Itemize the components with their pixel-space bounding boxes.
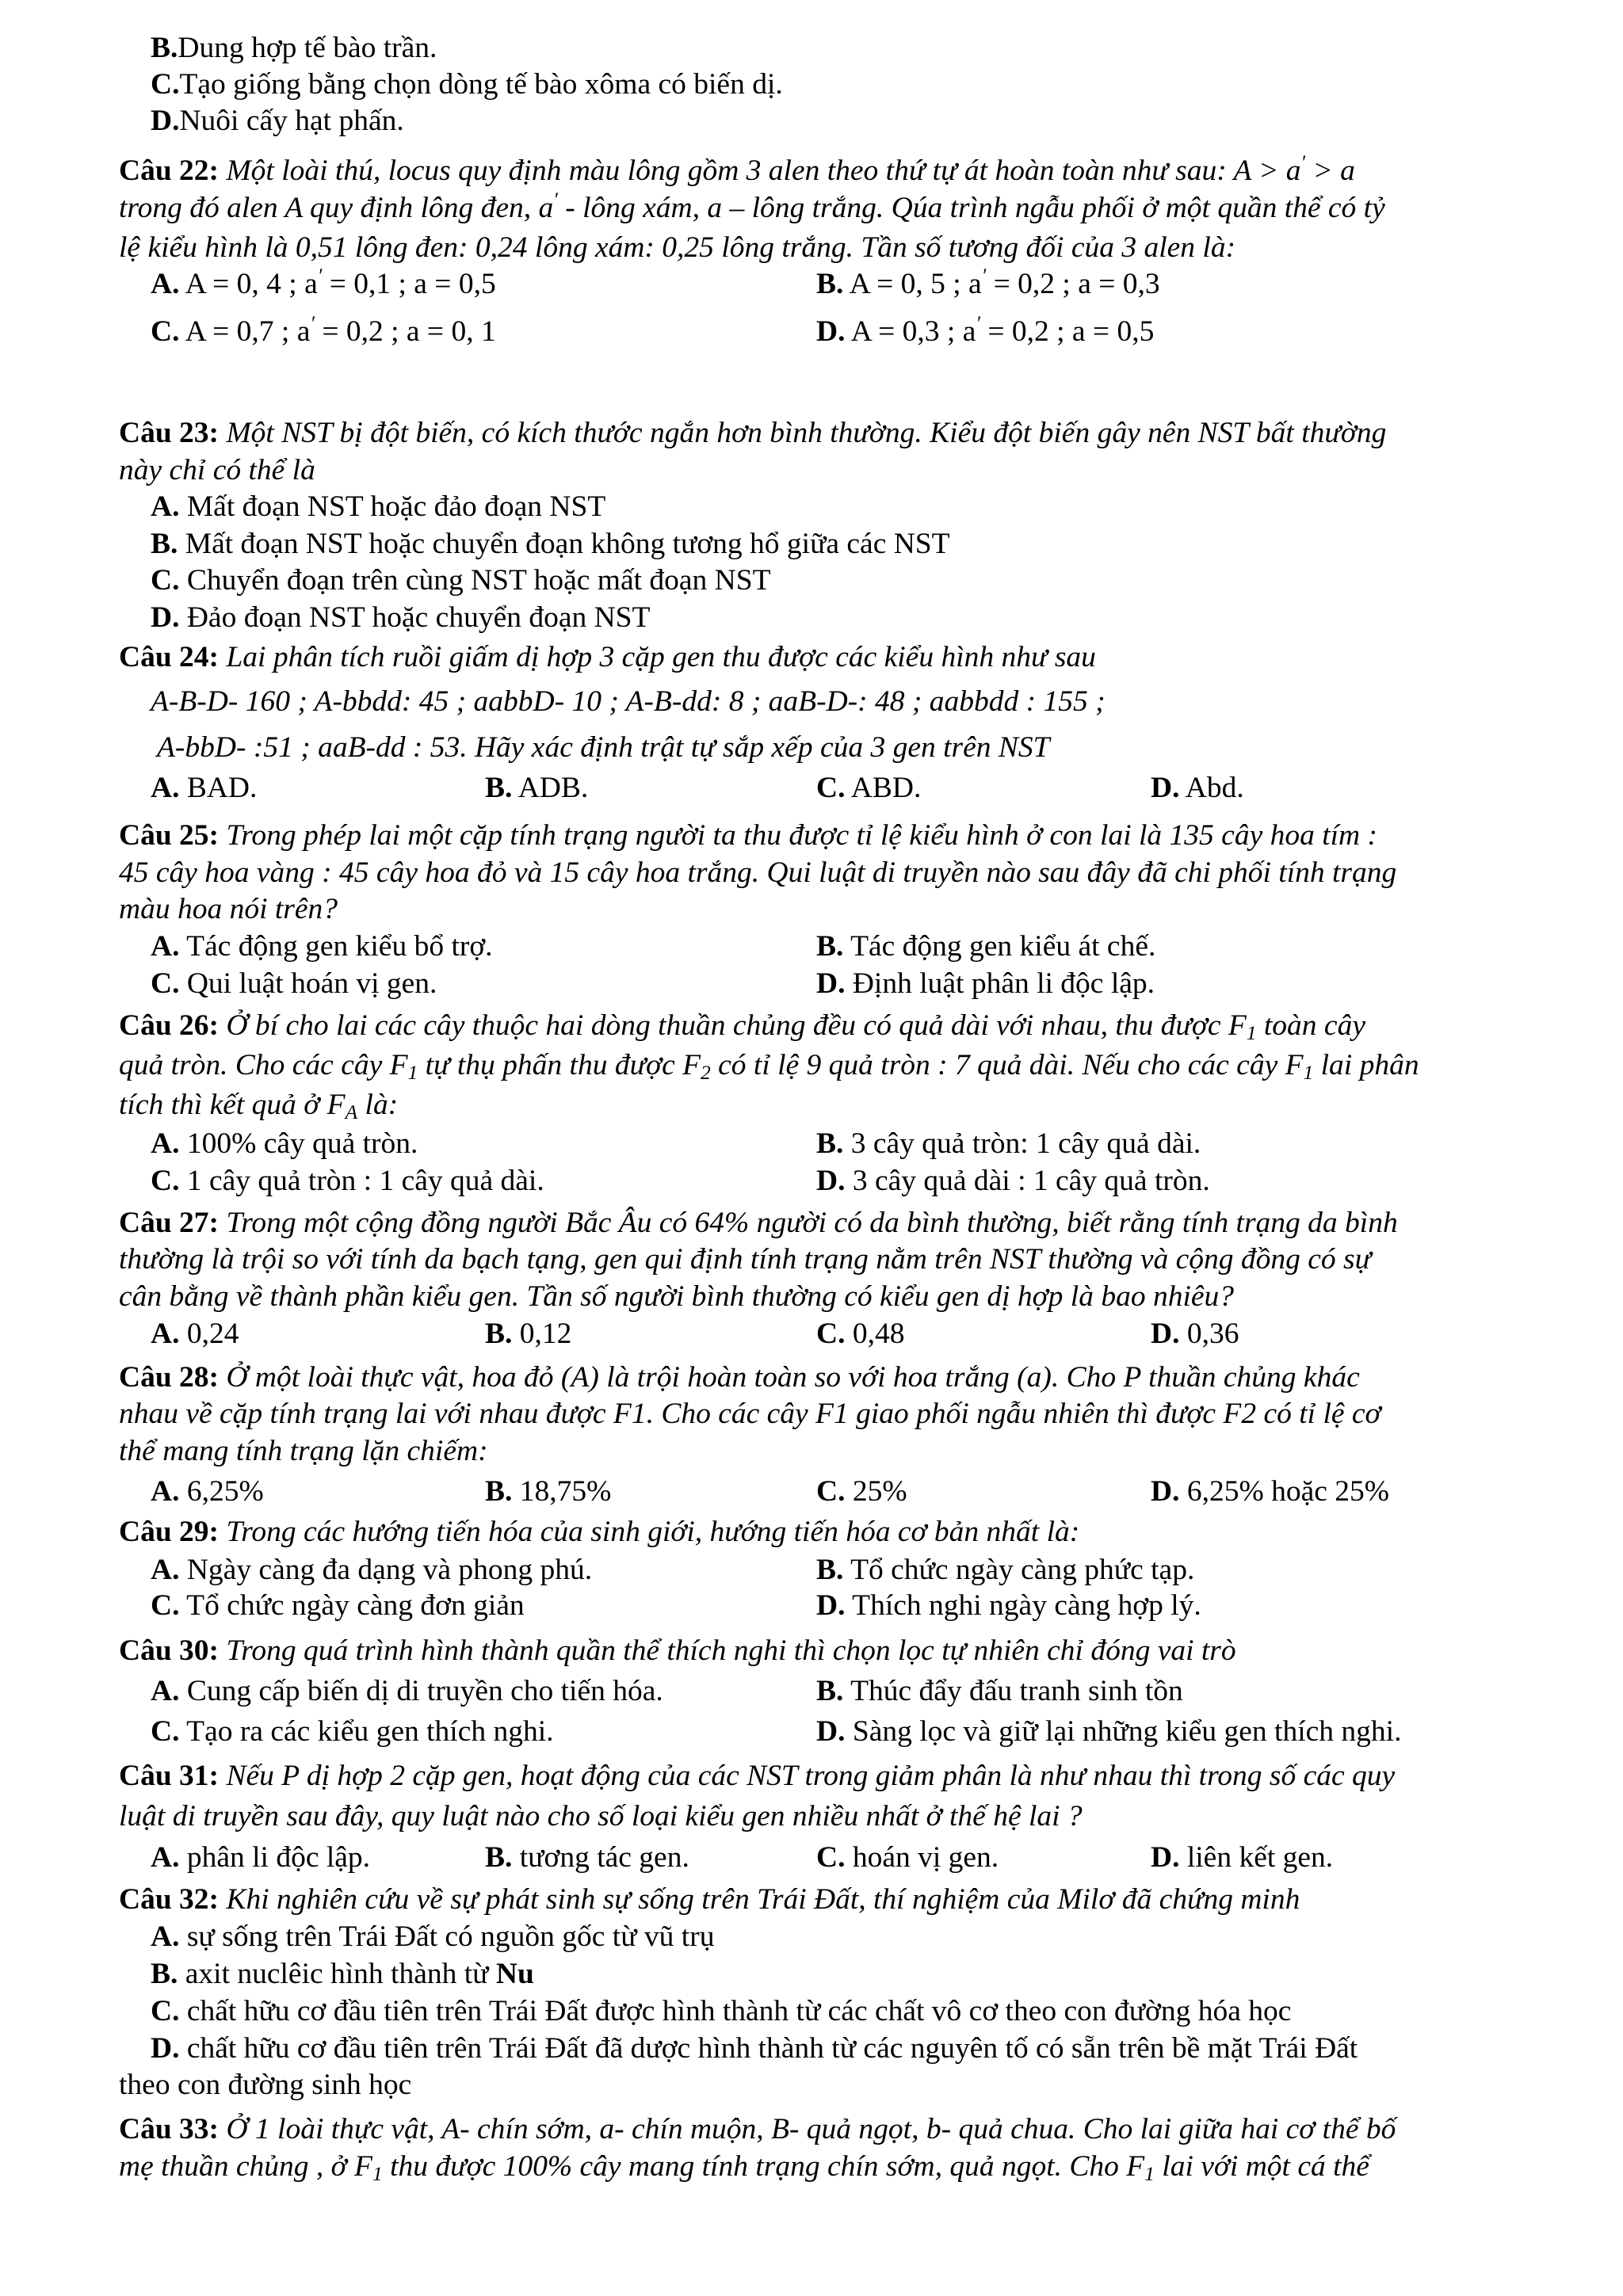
option-a: A. Ngày càng đa dạng và phong phú. xyxy=(151,1554,593,1586)
option-d-continued: theo con đường sinh học xyxy=(119,2069,412,2101)
question-stem: này chỉ có thể là xyxy=(119,454,315,486)
option-b: B. 0,12 xyxy=(485,1318,572,1350)
question-stem: thường là trội so với tính da bạch tạng, gen qui định tính trạng nằm trên NST thường và cộng đồng có sự xyxy=(119,1243,1372,1276)
option-b: B. Tác động gen kiểu át chế. xyxy=(816,930,1156,963)
question-stem: nhau về cặp tính trạng lai với nhau được F1. Cho các cây F1 giao phối ngẫu nhiên thì được F2 có tỉ lệ cơ xyxy=(119,1398,1381,1430)
question-stem: Câu 28: Ở một loài thực vật, hoa đỏ (A) là trội hoàn toàn so với hoa trắng (a). Cho P thuần chủng khác xyxy=(119,1361,1360,1394)
option-d: D.Nuôi cấy hạt phấn. xyxy=(151,105,404,137)
question-stem: 45 cây hoa vàng : 45 cây hoa đỏ và 15 cây hoa trắng. Qui luật di truyền nào sau đây đã chi phối tính trạng xyxy=(119,856,1397,889)
option-a: A. sự sống trên Trái Đất có nguồn gốc từ vũ trụ xyxy=(151,1920,715,1953)
option-c: C. chất hữu cơ đầu tiên trên Trái Đất được hình thành từ các chất vô cơ theo con đường hóa học xyxy=(151,1995,1292,2027)
option-b: B. Thúc đẩy đấu tranh sinh tồn xyxy=(816,1675,1183,1707)
option-b: B. tương tác gen. xyxy=(485,1841,689,1874)
option-d: D. 0,36 xyxy=(1151,1318,1239,1350)
option-c: C. Tổ chức ngày càng đơn giản xyxy=(151,1589,525,1622)
option-b: B. ADB. xyxy=(485,772,589,804)
question-stem: Câu 24: Lai phân tích ruồi giấm dị hợp 3 cặp gen thu được các kiểu hình như sau xyxy=(119,641,1096,673)
option-b: B. Tổ chức ngày càng phức tạp. xyxy=(816,1554,1195,1586)
question-stem: tích thì kết quả ở FA là: xyxy=(119,1089,399,1123)
question-stem: cân bằng về thành phần kiểu gen. Tần số người bình thường có kiểu gen dị hợp là bao nhiêu? xyxy=(119,1280,1235,1313)
option-d: D. 6,25% hoặc 25% xyxy=(1151,1475,1389,1508)
option-b: B. Mất đoạn NST hoặc chuyển đoạn không tương hổ giữa các NST xyxy=(151,528,950,560)
option-d: D. Abd. xyxy=(1151,772,1244,804)
option-c: C. ABD. xyxy=(816,772,922,804)
question-stem: Câu 32: Khi nghiên cứu về sự phát sinh sự sống trên Trái Đất, thí nghiệm của Milơ đã chứng minh xyxy=(119,1883,1300,1916)
option-a: A. Tác động gen kiểu bổ trợ. xyxy=(151,930,493,963)
question-stem: màu hoa nói trên? xyxy=(119,893,338,925)
option-c: C.Tạo giống bằng chọn dòng tế bào xôma có biến dị. xyxy=(151,68,783,101)
option-a: A. 100% cây quả tròn. xyxy=(151,1127,418,1160)
option-d: D. 3 cây quả dài : 1 cây quả tròn. xyxy=(816,1165,1210,1197)
option-b: B. 3 cây quả tròn: 1 cây quả dài. xyxy=(816,1127,1201,1160)
question-stem: A-B-D- 160 ; A-bbdd: 45 ; aabbD- 10 ; A-B-dd: 8 ; aaB-D-: 48 ; aabbdd : 155 ; xyxy=(151,685,1106,718)
option-d: D. Định luật phân li độc lập. xyxy=(816,967,1155,1000)
option-a: A. Mất đoạn NST hoặc đảo đoạn NST xyxy=(151,490,606,523)
question-stem: Câu 33: Ở 1 loài thực vật, A- chín sớm, a- chín muộn, B- quả ngọt, b- quả chua. Cho lai giữa hai cơ thể bố xyxy=(119,2113,1396,2145)
option-d: D. Đảo đoạn NST hoặc chuyển đoạn NST xyxy=(151,601,651,634)
option-b: B. A = 0, 5 ; a′ = 0,2 ; a = 0,3 xyxy=(816,263,1160,300)
question-stem: quả tròn. Cho các cây F1 tự thụ phấn thu được F2 có tỉ lệ 9 quả tròn : 7 quả dài. Nếu cho các cây F1 lai phân xyxy=(119,1049,1419,1084)
option-c: C. Chuyển đoạn trên cùng NST hoặc mất đoạn NST xyxy=(151,564,771,597)
question-stem: trong đó alen A quy định lông đen, a′ - lông xám, a – lông trắng. Qúa trình ngẫu phối ở một quần thể có tỷ xyxy=(119,187,1385,224)
option-c: C. Qui luật hoán vị gen. xyxy=(151,967,437,1000)
option-a: A. BAD. xyxy=(151,772,258,804)
option-a: A. Cung cấp biến dị di truyền cho tiến hóa. xyxy=(151,1675,663,1707)
option-a: A. 6,25% xyxy=(151,1475,264,1508)
question-stem: Câu 30: Trong quá trình hình thành quần thể thích nghi thì chọn lọc tự nhiên chỉ đóng vai trò xyxy=(119,1634,1236,1667)
option-c: C. hoán vị gen. xyxy=(816,1841,999,1874)
option-a: A. A = 0, 4 ; a′ = 0,1 ; a = 0,5 xyxy=(151,263,496,300)
option-c: C. 25% xyxy=(816,1475,907,1508)
question-stem: luật di truyền sau đây, quy luật nào cho số loại kiểu gen nhiều nhất ở thế hệ lai ? xyxy=(119,1800,1083,1833)
question-stem: A-bbD- :51 ; aaB-dd : 53. Hãy xác định trật tự sắp xếp của 3 gen trên NST xyxy=(157,731,1050,764)
option-a: A. 0,24 xyxy=(151,1318,239,1350)
option-d: D. chất hữu cơ đầu tiên trên Trái Đất đã dược hình thành từ các nguyên tố có sẵn trên bề mặt Trái Đất xyxy=(151,2032,1358,2065)
question-stem: Câu 26: Ở bí cho lai các cây thuộc hai dòng thuần chủng đều có quả dài với nhau, thu được F1 toàn cây xyxy=(119,1009,1365,1044)
question-stem: Câu 25: Trong phép lai một cặp tính trạng người ta thu được tỉ lệ kiểu hình ở con lai là 135 cây hoa tím : xyxy=(119,819,1377,852)
question-stem: Câu 23: Một NST bị đột biến, có kích thước ngắn hơn bình thường. Kiểu đột biến gây nên NST bất thường xyxy=(119,417,1387,449)
option-a: A. phân li độc lập. xyxy=(151,1841,371,1874)
option-d: D. Sàng lọc và giữ lại những kiểu gen thích nghi. xyxy=(816,1715,1402,1748)
option-d: D. Thích nghi ngày càng hợp lý. xyxy=(816,1589,1201,1622)
question-stem: Câu 27: Trong một cộng đồng người Bắc Âu có 64% người có da bình thường, biết rằng tính trạng da bình xyxy=(119,1207,1398,1239)
option-c: C. 0,48 xyxy=(816,1318,905,1350)
question-stem: mẹ thuần chủng , ở F1 thu được 100% cây mang tính trạng chín sớm, quả ngọt. Cho F1 lai với một cá thể xyxy=(119,2150,1369,2185)
question-stem: Câu 31: Nếu P dị hợp 2 cặp gen, hoạt động của các NST trong giảm phân là như nhau thì trong số các quy xyxy=(119,1760,1396,1792)
option-c: C. 1 cây quả tròn : 1 cây quả dài. xyxy=(151,1165,544,1197)
question-stem: Câu 22: Một loài thú, locus quy định màu lông gồm 3 alen theo thứ tự át hoàn toàn như sau: A > a′ > a xyxy=(119,150,1355,187)
option-d: D. liên kết gen. xyxy=(1151,1841,1334,1874)
question-stem: Câu 29: Trong các hướng tiến hóa của sinh giới, hướng tiến hóa cơ bản nhất là: xyxy=(119,1516,1080,1548)
option-b: B. 18,75% xyxy=(485,1475,612,1508)
option-c: C. A = 0,7 ; a′ = 0,2 ; a = 0, 1 xyxy=(151,311,496,348)
option-d: D. A = 0,3 ; a′ = 0,2 ; a = 0,5 xyxy=(816,311,1155,348)
question-stem: thể mang tính trạng lặn chiếm: xyxy=(119,1435,488,1467)
option-b: B.Dung hợp tế bào trần. xyxy=(151,32,437,64)
option-c: C. Tạo ra các kiểu gen thích nghi. xyxy=(151,1715,554,1748)
option-b: B. axit nuclêic hình thành từ Nu xyxy=(151,1958,534,1990)
question-stem: lệ kiểu hình là 0,51 lông đen: 0,24 lông xám: 0,25 lông trắng. Tần số tương đối của 3 alen là: xyxy=(119,231,1236,264)
